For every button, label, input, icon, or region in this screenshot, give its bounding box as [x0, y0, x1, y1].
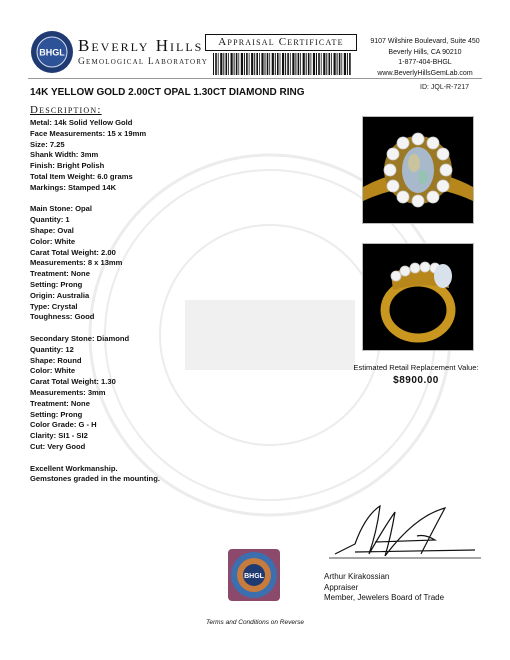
spec-line: Clarity: SI1 - SI2: [30, 431, 88, 441]
address-line: 9107 Wilshire Boulevard, Suite 450: [370, 38, 480, 45]
spec-line: Carat Total Weight: 1.30: [30, 377, 116, 387]
spec-line: Quantity: 12: [30, 344, 74, 354]
spec-line: Secondary Stone: Diamond: [30, 333, 130, 343]
spec-line: Face Measurements: 15 x 19mm: [30, 128, 147, 138]
appraiser-name: Arthur Kirakossian: [324, 572, 390, 581]
address-line: Beverly Hills, CA 90210: [388, 48, 462, 56]
description-heading: Description:: [30, 104, 102, 116]
spec-line: Quantity: 1: [30, 215, 70, 225]
spec-line: Shape: Round: [30, 355, 82, 365]
address-line: www.BeverlyHillsGemLab.com: [377, 69, 473, 77]
spec-line: Main Stone: Opal: [30, 204, 93, 214]
lab-address: [365, 37, 485, 79]
barcode: [212, 53, 352, 75]
spec-line: Gemstones graded in the mounting.: [30, 474, 160, 484]
spec-line: Metal: 14k Solid Yellow Gold: [30, 118, 133, 127]
spec-line: Treatment: None: [30, 269, 90, 279]
appraiser-block: [324, 572, 444, 604]
spec-line: Measurements: 8 x 13mm: [30, 258, 123, 268]
appraiser-role: Appraiser: [324, 582, 359, 592]
hologram-seal: [226, 547, 282, 603]
spec-line: Finish: Bright Polish: [30, 161, 105, 171]
spec-line: Toughness: Good: [30, 312, 95, 322]
spec-line: Type: Crystal: [30, 301, 78, 311]
spec-line: Color: White: [30, 366, 76, 376]
specification-list: [30, 118, 160, 485]
brand-name: Beverly Hills: [78, 36, 204, 55]
ring-photo-top: [362, 116, 474, 224]
brand-block: [78, 36, 208, 67]
appraiser-membership: Member, Jewelers Board of Trade: [324, 593, 445, 602]
item-id: ID: JQL-R-7217: [420, 84, 470, 91]
spec-line: Setting: Prong: [30, 279, 83, 289]
logo-text: BHGL: [39, 47, 65, 58]
spec-line: Cut: Very Good: [30, 441, 86, 451]
spec-line: Total Item Weight: 6.0 grams: [30, 171, 133, 181]
address-line: 1-877-404-BHGL: [398, 59, 452, 67]
hologram-text: BHGL: [244, 573, 264, 580]
spec-line: Carat Total Weight: 2.00: [30, 247, 116, 257]
spec-line: Shape: Oval: [30, 225, 74, 235]
spec-line: Measurements: 3mm: [30, 387, 106, 397]
spec-line: Excellent Workmanship.: [30, 463, 118, 473]
retail-value: $8900.00: [393, 375, 439, 386]
brand-subtitle: Gemological Laboratory: [78, 57, 208, 67]
retail-value-label: Estimated Retail Replacement Value:: [353, 363, 479, 372]
item-title: 14K YELLOW GOLD 2.00CT OPAL 1.30CT DIAMOND RING: [30, 87, 305, 98]
spec-line: Setting: Prong: [30, 409, 83, 419]
spec-line: Markings: Stamped 14K: [30, 182, 117, 192]
terms-note: Terms and Conditions on Reverse: [205, 619, 305, 626]
header-divider: [28, 78, 482, 79]
spec-line: Size: 7.25: [30, 139, 65, 149]
ring-photo-side: [362, 243, 474, 351]
spec-line: Color: White: [30, 236, 76, 246]
document-type-box: Appraisal Certificate: [205, 34, 357, 51]
appraiser-signature: [325, 496, 485, 566]
spec-line: Origin: Australia: [30, 290, 90, 300]
spec-line: Color Grade: G - H: [30, 420, 97, 430]
spec-line: Shank Width: 3mm: [30, 150, 99, 160]
spec-line: Treatment: None: [30, 398, 90, 408]
bhgl-logo-seal: [30, 30, 74, 74]
